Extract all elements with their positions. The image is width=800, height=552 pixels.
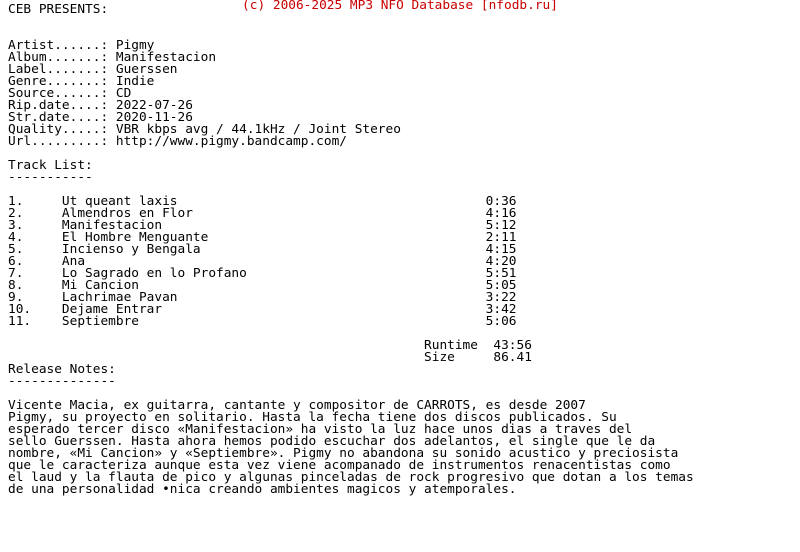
nfo-line: 2. Almendros en Flor 4:16	[8, 206, 517, 221]
nfo-line: -----------	[8, 170, 93, 185]
nfo-line: 6. Ana 4:20	[8, 254, 517, 269]
nfo-line: Runtime 43:56	[8, 338, 532, 353]
site-copyright-header: (c) 2006-2025 MP3 NFO Database [nfodb.ru]	[242, 0, 558, 13]
nfo-line: Vicente Macia, ex guitarra, cantante y compositor de CARROTS, es desde 2007	[8, 398, 586, 413]
nfo-line: Source......: CD	[8, 86, 132, 101]
nfo-text-block	[8, 4, 694, 496]
nfo-line: 1. Ut queant laxis 0:36	[8, 194, 517, 209]
nfo-line: esperado tercer disco «Manifestacion» ha visto la luz hace unos dias a traves del	[8, 422, 633, 437]
nfo-line: nombre, «Mi Cancion» y «Septiembre». Pigmy no abandona su sonido acustico y preciosista	[8, 446, 679, 461]
nfo-line: 10. Dejame Entrar 3:42	[8, 302, 517, 317]
nfo-line: Track List:	[8, 158, 93, 173]
nfo-line: 7. Lo Sagrado en lo Profano 5:51	[8, 266, 517, 281]
nfo-line: 4. El Hombre Menguante 2:11	[8, 230, 517, 245]
nfo-line: Genre.......: Indie	[8, 74, 155, 89]
nfo-line: Quality.....: VBR kbps avg / 44.1kHz / Joint Stereo	[8, 122, 401, 137]
nfo-line: Pigmy, su proyecto en solitario. Hasta la fecha tiene dos discos publicados. Su	[8, 410, 617, 425]
nfo-line: Url.........: http://www.pigmy.bandcamp.com/	[8, 134, 347, 149]
nfo-line: 11. Septiembre 5:06	[8, 314, 517, 329]
nfo-line: 9. Lachrimae Pavan 3:22	[8, 290, 517, 305]
nfo-line: CEB PRESENTS:	[8, 2, 109, 17]
nfo-line: 3. Manifestacion 5:12	[8, 218, 517, 233]
nfo-line: 8. Mi Cancion 5:05	[8, 278, 517, 293]
nfo-line: Label.......: Guerssen	[8, 62, 178, 77]
nfo-line: Artist......: Pigmy	[8, 38, 155, 53]
nfo-line: sello Guerssen. Hasta ahora hemos podido escuchar dos adelantos, el single que le da	[8, 434, 656, 449]
nfo-line: 5. Incienso y Bengala 4:15	[8, 242, 517, 257]
nfo-line: Release Notes:	[8, 362, 116, 377]
nfo-line	[8, 148, 694, 160]
nfo-line: Str.date....: 2020-11-26	[8, 110, 193, 125]
nfo-line	[8, 16, 694, 28]
nfo-line: de una personalidad •nica creando ambientes magicos y atemporales.	[8, 482, 517, 497]
nfo-line: el laud y la flauta de pico y algunas pinceladas de rock progresivo que dotan a los temas	[8, 470, 694, 485]
nfo-line: --------------	[8, 374, 116, 389]
nfo-line: que le caracteriza aunque esta vez viene acompanado de instrumentos renacentistas como	[8, 458, 671, 473]
nfo-line: Rip.date....: 2022-07-26	[8, 98, 193, 113]
nfo-line: Size 86.41	[8, 350, 532, 365]
nfo-line: Album.......: Manifestacion	[8, 50, 217, 65]
